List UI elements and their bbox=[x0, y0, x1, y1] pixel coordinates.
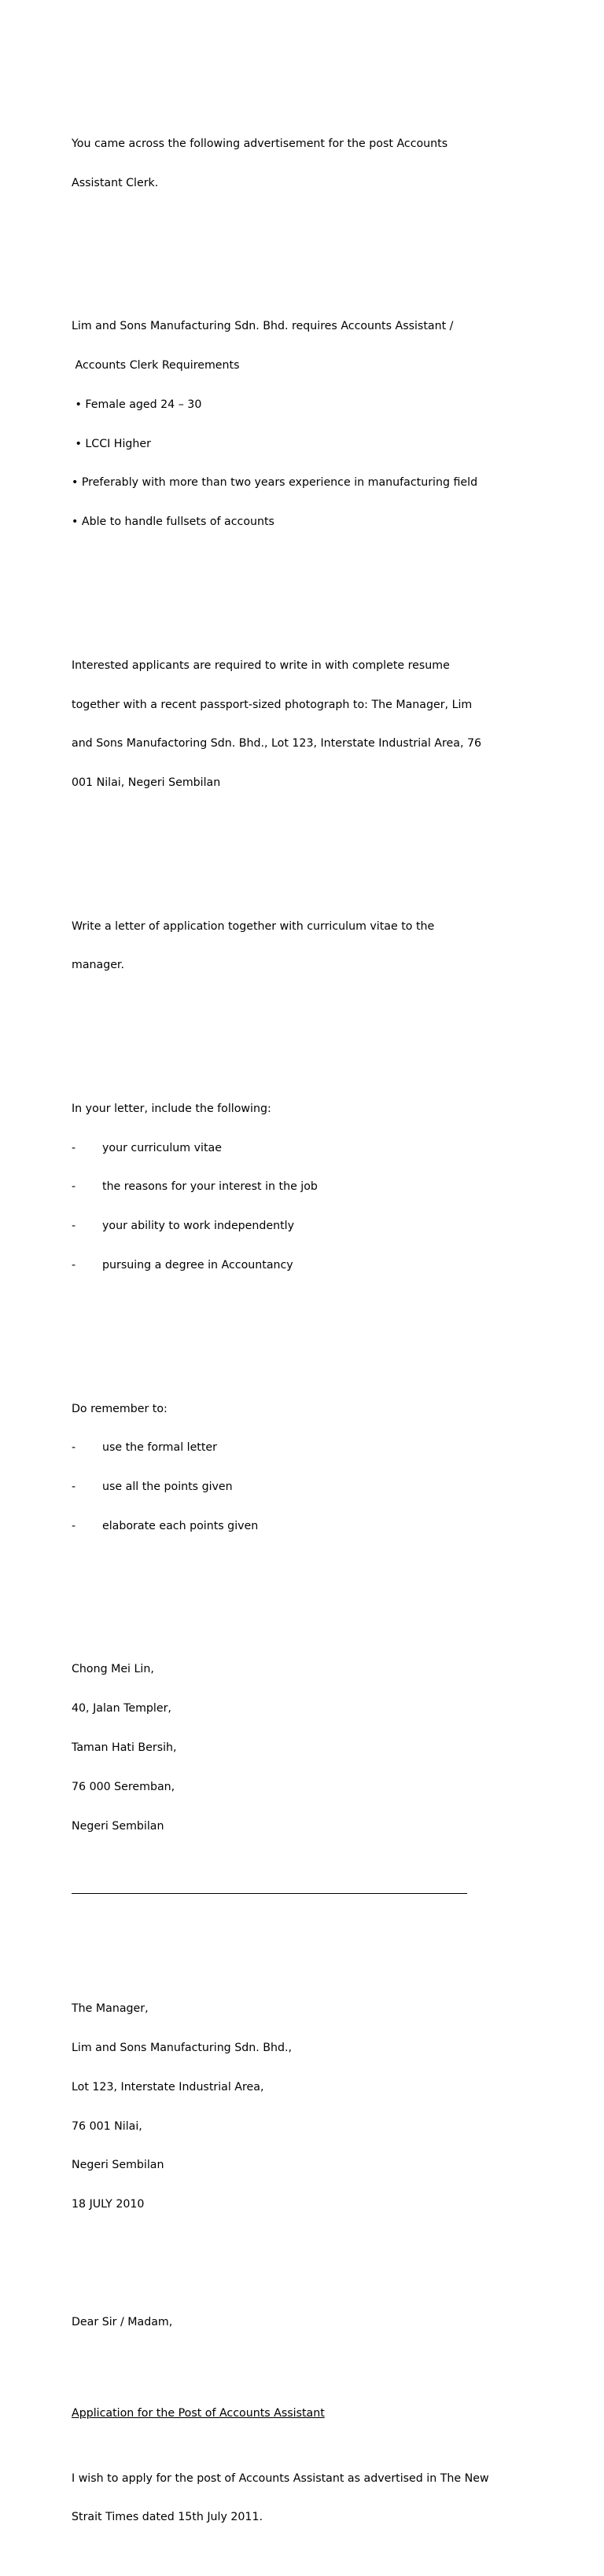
intro-paragraph bbox=[72, 112, 559, 216]
body-line: I wish to apply for the post of Accounts Assistant as advertised in The New bbox=[72, 2471, 489, 2485]
list-item bbox=[72, 1142, 559, 1155]
spacer bbox=[72, 242, 559, 255]
horizontal-rule bbox=[72, 1893, 467, 1894]
sender-address-line: 76 000 Seremban, bbox=[72, 1780, 175, 1793]
list-item bbox=[72, 1441, 559, 1455]
remember-list bbox=[72, 1376, 559, 1558]
advert-bullet: • Female aged 24 – 30 bbox=[72, 398, 202, 411]
spacer bbox=[72, 581, 559, 594]
spacer bbox=[72, 2263, 559, 2277]
letter-body bbox=[72, 2446, 559, 2550]
advert-line: Lim and Sons Manufacturing Sdn. Bhd. requires Accounts Assistant / bbox=[72, 320, 454, 333]
task-line: Write a letter of application together with curriculum vitae to the bbox=[72, 919, 435, 933]
dash-marker: - bbox=[72, 1180, 76, 1194]
spacer bbox=[72, 842, 559, 855]
list-item bbox=[72, 1520, 559, 1533]
list-item bbox=[72, 1481, 559, 1494]
instructions-paragraph bbox=[72, 633, 559, 816]
advert-bullet: • Able to handle fullsets of accounts bbox=[72, 516, 274, 529]
intro-line: Assistant Clerk. bbox=[72, 176, 159, 189]
include-list bbox=[72, 1077, 559, 1298]
salutation: Dear Sir / Madam, bbox=[72, 2315, 173, 2328]
document-page bbox=[72, 72, 559, 2576]
list-item-text: use all the points given bbox=[102, 1481, 233, 1494]
advert-bullet: • Preferably with more than two years experience in manufacturing field bbox=[72, 476, 478, 490]
spacer bbox=[72, 1324, 559, 1338]
sender-address-line: Taman Hati Bersih, bbox=[72, 1741, 177, 1754]
recipient-address-line: 76 001 Nilai, bbox=[72, 2119, 142, 2133]
list-item bbox=[72, 1180, 559, 1194]
sender-address-line: Chong Mei Lin, bbox=[72, 1663, 154, 1676]
sender-address-line: Negeri Sembilan bbox=[72, 1819, 164, 1833]
recipient-address-line: Lot 123, Interstate Industrial Area, bbox=[72, 2080, 264, 2093]
advertisement bbox=[72, 294, 559, 555]
advert-line: Accounts Clerk Requirements bbox=[72, 359, 240, 372]
recipient-address-line: Negeri Sembilan bbox=[72, 2159, 164, 2172]
sender-address bbox=[72, 1637, 559, 1859]
task-line: manager. bbox=[72, 959, 124, 972]
dash-marker: - bbox=[72, 1141, 76, 1154]
list-item bbox=[72, 1259, 559, 1272]
list-item-text: use the formal letter bbox=[102, 1441, 217, 1455]
advert-bullet: • LCCI Higher bbox=[72, 437, 151, 450]
body-line: Strait Times dated 15th July 2011. bbox=[72, 2511, 263, 2524]
dash-marker: - bbox=[72, 1441, 76, 1455]
task-paragraph bbox=[72, 894, 559, 998]
list-item-text: your curriculum vitae bbox=[102, 1141, 222, 1154]
spacer bbox=[72, 1925, 559, 1938]
list-item bbox=[72, 1220, 559, 1233]
include-heading: In your letter, include the following: bbox=[72, 1102, 271, 1115]
list-item-text: your ability to work independently bbox=[102, 1220, 295, 1233]
recipient-address bbox=[72, 1976, 559, 2237]
instructions-line: 001 Nilai, Negeri Sembilan bbox=[72, 776, 221, 790]
dash-marker: - bbox=[72, 1519, 76, 1532]
instructions-line: and Sons Manufactoring Sdn. Bhd., Lot 123, Interstate Industrial Area, 76 bbox=[72, 737, 482, 750]
dash-marker: - bbox=[72, 1220, 76, 1233]
list-item-text: pursuing a degree in Accountancy bbox=[102, 1259, 293, 1272]
recipient-address-line: The Manager, bbox=[72, 2002, 149, 2016]
list-item-text: the reasons for your interest in the job bbox=[102, 1180, 318, 1194]
spacer bbox=[72, 1024, 559, 1037]
letter-subject: Application for the Post of Accounts Assistant bbox=[72, 2406, 325, 2420]
recipient-address-line: Lim and Sons Manufacturing Sdn. Bhd., bbox=[72, 2042, 292, 2055]
intro-line: You came across the following advertisement for the post Accounts bbox=[72, 137, 448, 150]
spacer bbox=[72, 1585, 559, 1598]
dash-marker: - bbox=[72, 1481, 76, 1494]
letter-date: 18 JULY 2010 bbox=[72, 2198, 145, 2211]
remember-heading: Do remember to: bbox=[72, 1402, 168, 1415]
list-item-text: elaborate each points given bbox=[102, 1519, 259, 1532]
instructions-line: Interested applicants are required to write in with complete resume bbox=[72, 659, 450, 672]
sender-address-line: 40, Jalan Templer, bbox=[72, 1702, 171, 1715]
dash-marker: - bbox=[72, 1259, 76, 1272]
spacer bbox=[72, 2354, 559, 2368]
instructions-line: together with a recent passport-sized photograph to: The Manager, Lim bbox=[72, 698, 473, 711]
